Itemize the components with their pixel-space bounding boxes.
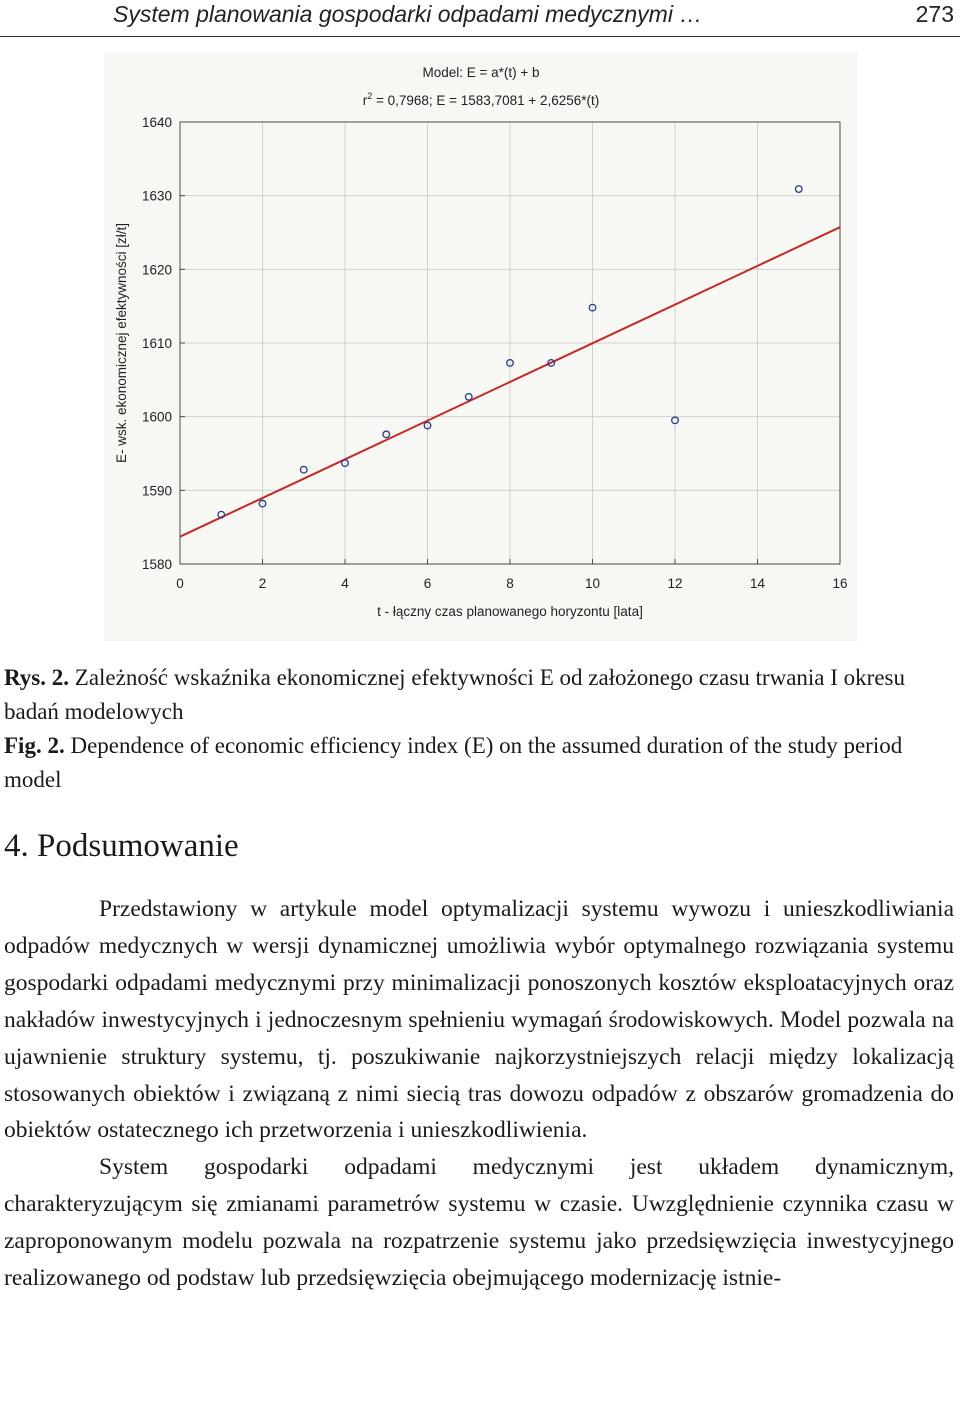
figure-caption-pl — [4, 661, 954, 729]
y-tick-label: 1640 — [141, 115, 172, 130]
chart-title-r: r — [362, 93, 368, 108]
running-title: System planowania gospodarki odpadami medycznymi … — [113, 1, 703, 27]
y-tick-label: 1630 — [141, 188, 172, 204]
chart-title-sup: 2 — [367, 91, 373, 101]
chart-title-line1: Model: E = a*(t) + b — [422, 65, 540, 80]
caption-pl-label: Rys. 2. — [4, 665, 70, 690]
data-point — [383, 431, 390, 438]
data-point — [300, 466, 307, 473]
y-tick-label: 1580 — [141, 557, 172, 572]
y-axis-label: E- wsk. ekonomicznej efektywności [zł/t] — [114, 222, 129, 464]
paragraph-2: System gospodarki odpadami medycznymi jest układem dynamicznym, charakteryzującym się zmianami parametrów systemu w czasie. Uwzględnienie czynnika czasu w zaproponowanym modelu pozwala na rozpatrzenie systemu jako przedsięwzięcia inwestycyjnego realizowanego od podstaw lub przedsięwzięcia obejmującego modernizację istnie- — [4, 1154, 954, 1292]
x-tick-label: 2 — [258, 576, 267, 591]
figure-caption-en — [4, 729, 954, 797]
y-tick-label: 1610 — [141, 336, 172, 351]
x-axis-label: t - łączny czas planowanego horyzontu [lata] — [377, 604, 643, 619]
section-heading: 4. Podsumowanie — [4, 828, 239, 864]
body-text — [4, 891, 954, 1297]
y-tick-label: 1590 — [141, 483, 172, 499]
paragraph-1: Przedstawiony w artykule model optymalizacji systemu wywozu i unieszkodliwiania odpadów medycznych w wersji dynamicznej umożliwia wybór optymalnego rozwiązania systemu gospodarki odpadami medycznymi przy minimalizacji ponoszonych kosztów eksploatacyjnych oraz nakładów inwestycyjnych i jednoczesnym spełnieniu wymagań środowiskowych. Model pozwala na ujawnienie struktury systemu, tj. poszukiwanie najkorzystniejszych relacji między lokalizacją stosowanych obiektów i związaną z nimi siecią tras dowozu odpadów z obszarów gromadzenia do obiektów ostatecznego ich przetworzenia i unieszkodliwienia. — [4, 896, 954, 1144]
caption-en-text: Dependence of economic efficiency index (E) on the assumed duration of the study period model — [4, 733, 903, 792]
y-tick-label: 1600 — [141, 409, 172, 425]
figure-scatter-chart — [104, 53, 858, 641]
chart-title-rest: = 0,7968; E = 1583,7081 + 2,6256*(t) — [372, 93, 600, 108]
running-header — [0, 0, 960, 37]
data-point — [465, 393, 472, 400]
page-number: 273 — [915, 1, 954, 27]
chart-svg — [104, 53, 858, 641]
grid-layer — [180, 122, 840, 564]
x-tick-label: 8 — [506, 576, 514, 591]
data-point — [795, 186, 802, 193]
y-tick-label: 1620 — [141, 262, 172, 278]
caption-en-label: Fig. 2. — [4, 733, 65, 758]
caption-pl-text: Zależność wskaźnika ekonomicznej efektywności E od założonego czasu trwania I okresu badań modelowych — [4, 665, 905, 724]
x-tick-label: 4 — [341, 576, 349, 591]
tick-layer — [142, 115, 848, 591]
x-tick-label: 16 — [832, 576, 848, 591]
x-tick-label: 14 — [749, 576, 766, 591]
chart-title-line2 — [363, 91, 600, 108]
x-tick-label: 0 — [176, 576, 184, 591]
x-tick-label: 6 — [423, 576, 432, 591]
x-tick-label: 12 — [667, 576, 683, 591]
x-tick-label: 10 — [584, 576, 601, 591]
